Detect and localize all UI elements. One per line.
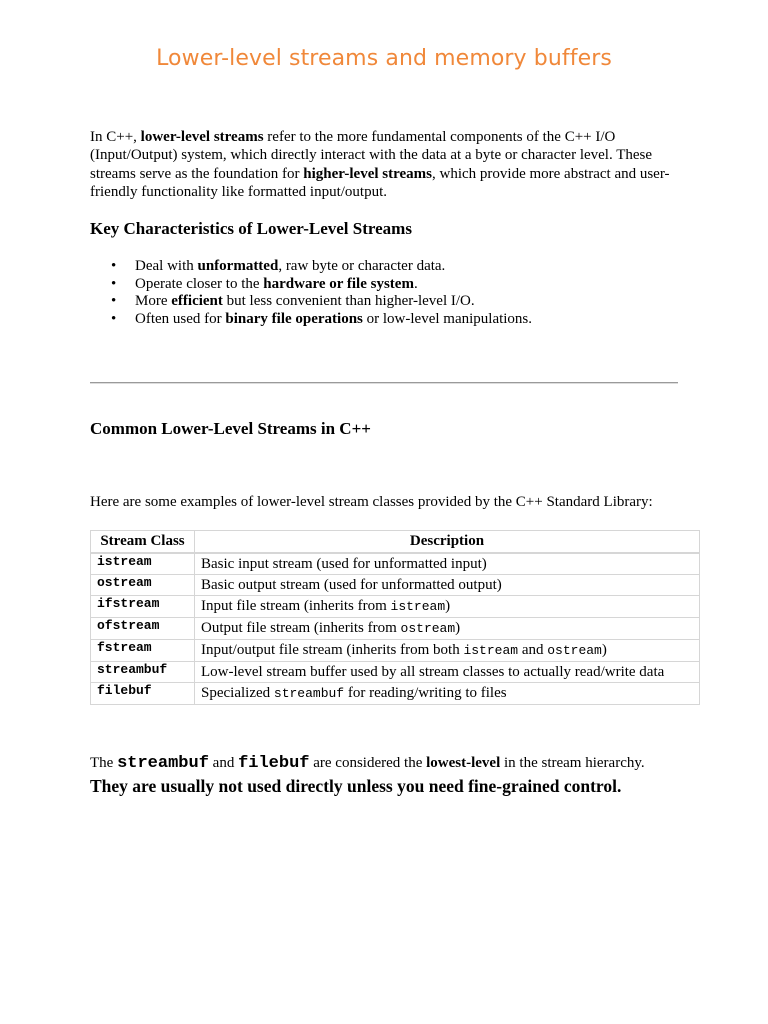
description-text: Output file stream (inherits from	[201, 620, 401, 636]
stream-classes-table	[90, 530, 700, 705]
description-cell	[195, 596, 700, 618]
stream-class-cell: ofstream	[91, 618, 195, 640]
list-item-bold: efficient	[171, 293, 223, 310]
stream-class-cell: istream	[91, 553, 195, 575]
list-item	[90, 258, 690, 276]
description-cell	[195, 662, 700, 683]
intro-bold-1: lower-level streams	[140, 129, 264, 145]
description-cell	[195, 640, 700, 662]
description-text: )	[601, 642, 607, 658]
list-item-text: Often used for	[135, 311, 226, 328]
description-cell	[195, 618, 700, 640]
description-text: Specialized	[201, 685, 274, 701]
intro-bold-2: higher-level streams	[303, 165, 432, 182]
description-cell	[195, 683, 700, 705]
horizontal-divider	[90, 382, 678, 384]
bullet-icon: •	[111, 258, 117, 274]
list-item-text: but less convenient than higher-level I/O.	[222, 293, 475, 310]
page-title: Lower-level streams and memory buffers	[156, 46, 612, 71]
list-item-bold: binary file operations	[225, 311, 363, 328]
description-text: and	[518, 642, 548, 658]
description-text: )	[455, 620, 461, 636]
common-streams-heading: Common Lower-Level Streams in C++	[90, 419, 371, 438]
final-statement: They are usually not used directly unless you need fine-grained control.	[90, 776, 622, 796]
list-item	[90, 311, 690, 329]
list-item-text: Operate closer to the	[135, 275, 264, 292]
list-item-text: or low-level manipulations.	[362, 311, 533, 328]
description-text: for reading/writing to files	[344, 685, 507, 701]
intro-text-1: In C++,	[90, 129, 141, 145]
column-header-description: Description	[195, 531, 700, 554]
list-item-text: Deal with	[135, 258, 198, 274]
intro-paragraph	[90, 128, 682, 201]
inline-code: istream	[463, 643, 519, 658]
list-item-text: More	[135, 293, 172, 310]
paragraph-text: and	[208, 755, 239, 771]
stream-class-cell: streambuf	[91, 662, 195, 683]
table-row	[91, 662, 700, 683]
description-text: )	[445, 598, 451, 614]
bullet-icon: •	[111, 311, 117, 328]
inline-code: ostream	[400, 621, 456, 636]
list-item-bold: hardware or file system	[263, 275, 414, 292]
intro-text-3: , which provide more abstract and user-friendly functionality like formatted input/output.	[90, 165, 670, 200]
table-row	[91, 618, 700, 640]
description-cell	[195, 575, 700, 596]
stream-class-cell: filebuf	[91, 683, 195, 705]
bullet-icon: •	[111, 293, 117, 310]
list-item-text: .	[413, 275, 418, 292]
paragraph-text: in the stream hierarchy.	[500, 755, 645, 771]
paragraph-text: are considered the	[309, 755, 427, 771]
table-row	[91, 553, 700, 575]
description-text: Input file stream (inherits from	[201, 598, 391, 614]
inline-code: filebuf	[238, 754, 310, 773]
list-item	[90, 276, 690, 294]
table-row	[91, 596, 700, 618]
lowest-level-paragraph	[90, 752, 645, 775]
characteristics-list	[90, 258, 690, 329]
paragraph-bold: lowest-level	[426, 755, 501, 771]
stream-class-cell: ostream	[91, 575, 195, 596]
examples-intro: Here are some examples of lower-level stream classes provided by the C++ Standard Library:	[90, 494, 653, 510]
stream-class-cell: ifstream	[91, 596, 195, 618]
description-cell	[195, 553, 700, 575]
list-item-text: , raw byte or character data.	[278, 258, 446, 274]
bullet-icon: •	[111, 275, 117, 292]
inline-code: streambuf	[273, 686, 345, 701]
list-item-bold: unformatted	[197, 258, 279, 274]
inline-code: ostream	[547, 643, 602, 658]
table-row	[91, 640, 700, 662]
inline-code: streambuf	[117, 754, 209, 773]
description-text: Basic input stream (used for unformatted input)	[201, 556, 487, 572]
column-header-stream-class: Stream Class	[91, 531, 195, 554]
inline-code: istream	[390, 599, 446, 614]
list-item	[90, 293, 690, 311]
table-row	[91, 683, 700, 705]
key-characteristics-heading: Key Characteristics of Lower-Level Streams	[90, 219, 412, 238]
paragraph-text: The	[90, 755, 118, 771]
table-row	[91, 575, 700, 596]
intro-text-2: refer to the more fundamental components of the C++ I/O (Input/Output) system, which directly interact with the data at a byte or character level. These streams serve as the foundation for	[90, 129, 653, 182]
stream-class-cell: fstream	[91, 640, 195, 662]
table-header-row	[91, 531, 700, 554]
description-text: Basic output stream (used for unformatted output)	[201, 577, 502, 593]
description-text: Low-level stream buffer used by all stream classes to actually read/write data	[201, 664, 665, 680]
description-text: Input/output file stream (inherits from both	[201, 642, 464, 658]
